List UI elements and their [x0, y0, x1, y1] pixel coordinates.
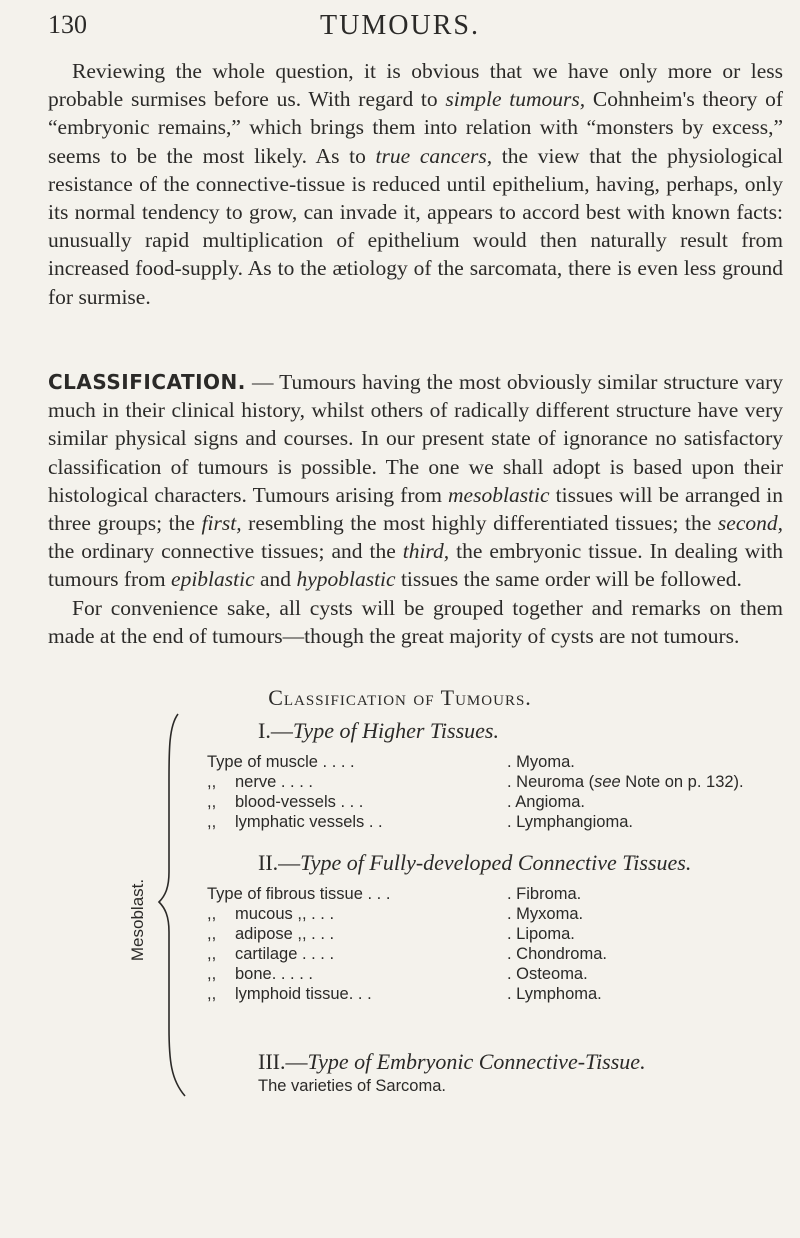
tumour-label: . Chondroma. — [507, 945, 607, 963]
sarcoma-line: The varieties of Sarcoma. — [258, 1077, 446, 1095]
group-2-title: Type of Fully-developed Connective Tissues. — [300, 850, 692, 875]
tumour-name — [507, 924, 575, 944]
tumour-label: . Neuroma ( — [507, 773, 595, 791]
table-row — [207, 792, 797, 812]
tissue-name: mucous ,, — [235, 905, 307, 923]
p2-text-11: and — [254, 567, 297, 592]
ditto-mark: ,, — [207, 793, 217, 811]
p2-text-9: the embryonic tissue. In dealing with tumours from — [48, 539, 783, 592]
leader-dots: . . — [353, 985, 372, 1003]
tumour-label: . Lipoma. — [507, 925, 575, 943]
table-row — [207, 944, 797, 964]
p2-italic-12: hypoblastic — [296, 567, 396, 592]
ditto-mark: ,, — [207, 773, 217, 791]
ditto-mark: ,, — [207, 985, 217, 1003]
p2-italic-2: mesoblastic — [448, 482, 550, 507]
paragraph-reviewing — [48, 57, 783, 311]
tissue-type — [207, 812, 383, 832]
table-row — [207, 812, 797, 832]
page-header — [0, 10, 800, 54]
mesoblast-label-text: Mesoblast. — [128, 878, 147, 962]
leader-dots: . . . . — [276, 773, 313, 791]
p2-text-1: — Tumours having the most obviously similar structure vary much in their clinical history, whilst others of radically different structure have very similar physical signs and courses. In our present state of ignorance no satisfactory classification of tumours is possible. The one we shall adopt is based upon their histological characters. Tumours arising from — [48, 370, 783, 507]
ditto-mark: ,, — [207, 905, 217, 923]
tissue-type — [207, 772, 313, 792]
tissue-type — [207, 964, 313, 984]
tumour-name — [507, 884, 581, 904]
ditto-mark: ,, — [207, 945, 217, 963]
table-row — [207, 752, 797, 772]
p2-text-3: tissues will be arranged in three groups; the — [48, 482, 783, 536]
tissue-type — [207, 944, 334, 964]
tumour-label: . Lymphangioma. — [507, 813, 633, 831]
tumour-label: . Fibroma. — [507, 885, 582, 903]
group-1-heading — [258, 718, 499, 744]
p2-italic-6: second, — [717, 511, 783, 536]
group-3-heading — [258, 1049, 646, 1075]
table-row — [207, 904, 797, 924]
p2-text-7: the ordinary connective tissues; and the — [48, 539, 403, 564]
page-number: 130 — [48, 10, 87, 39]
group-3-title: Type of Embryonic Connective-Tissue. — [307, 1049, 646, 1074]
running-title: TUMOURS. — [320, 10, 480, 41]
leader-dots: . . . — [362, 885, 391, 903]
p1-italic-1: simple tumours, — [445, 87, 586, 112]
tumour-label: . Myoma. — [507, 753, 575, 771]
ditto-mark: ,, — [207, 813, 217, 831]
paragraph-2-text — [48, 368, 783, 594]
group-2-rows — [207, 884, 797, 1004]
tumour-name — [507, 752, 575, 772]
table-row — [207, 772, 797, 792]
tumour-label: . Myxoma. — [507, 905, 584, 923]
ditto-mark: ,, — [207, 925, 217, 943]
tumour-label: . Osteoma. — [507, 965, 588, 983]
tissue-name: lymphatic vessels — [235, 813, 365, 831]
leader-dots: . . — [364, 813, 383, 831]
p1-italic-3: true cancers, — [375, 143, 493, 168]
tissue-name: bone — [235, 965, 272, 983]
leader-dots: . . . . — [297, 945, 335, 963]
tumour-label: . Lymphoma. — [507, 985, 602, 1003]
tumour-name — [507, 964, 588, 984]
leader-dots: . . . — [306, 925, 335, 943]
p1-text-2: Cohnheim's theory of “embryonic remains,” which brings them into relation with “monsters by excess,” seems to be the most likely. As to — [48, 87, 784, 168]
tissue-name: cartilage — [235, 945, 298, 963]
table-title: Classification of Tumours. — [268, 685, 532, 710]
group-1-rows — [207, 752, 797, 832]
tissue-type — [207, 884, 390, 904]
tumour-name — [507, 904, 583, 924]
tumour-name — [507, 984, 602, 1004]
tissue-type — [207, 984, 372, 1004]
group-2-heading — [258, 850, 691, 876]
leader-dots: . . . — [306, 905, 335, 923]
group-1-title: Type of Higher Tissues. — [292, 718, 499, 743]
p2-italic-8: third, — [402, 539, 450, 564]
tumour-name — [507, 812, 633, 832]
classification-heading: CLASSIFICATION. — [48, 370, 246, 394]
mesoblast-side-label — [129, 860, 147, 980]
table-row — [207, 964, 797, 984]
p2-text-13: tissues the same order will be followed. — [395, 567, 742, 592]
tissue-name: blood-vessels — [235, 793, 336, 811]
leader-dots: . . . . . — [271, 965, 313, 983]
tumour-name — [507, 772, 744, 792]
tissue-type — [207, 752, 355, 772]
tumour-name — [507, 944, 607, 964]
group-3-numeral: III.— — [258, 1049, 308, 1074]
tissue-type — [207, 792, 363, 812]
p2-text-5: resembling the most highly differentiated tissues; the — [241, 511, 718, 536]
ditto-mark: ,, — [207, 965, 217, 983]
tissue-name: adipose ,, — [235, 925, 307, 943]
tissue-name: lymphoid tissue. — [235, 985, 354, 1003]
table-row — [207, 984, 797, 1004]
paragraph-1-text — [48, 57, 783, 311]
p2-italic-4: first, — [201, 511, 242, 536]
p2-italic-10: epiblastic — [171, 567, 255, 592]
tumour-label: . Angioma. — [507, 793, 585, 811]
note-see: see — [594, 773, 621, 791]
tissue-name: nerve — [235, 773, 277, 791]
tissue-type — [207, 924, 334, 944]
paragraph-3-text — [48, 594, 783, 650]
leader-dots: . . . — [335, 793, 364, 811]
leader-dots: . . . . — [317, 753, 355, 771]
group-1-numeral: I.— — [258, 718, 293, 743]
tissue-type — [207, 904, 334, 924]
p1-text-4: the view that the physiological resistance of the connective-tissue is reduced until epithelium, having, perhaps, only its normal tendency to grow, can invade it, appears to accord best with known facts: unusually rapid multiplication of epithelium would then naturally result from increased food-supply. As to the ætiology of the sarcomata, there is even less ground for surmise. — [48, 143, 783, 309]
tumour-name — [507, 792, 585, 812]
note-reference: Note on p. 132). — [620, 773, 744, 791]
group-2-numeral: II.— — [258, 850, 301, 875]
p3-text-0: For convenience sake, all cysts will be grouped together and remarks on them made at the end of tumours—though the great majority of cysts are not tumours. — [48, 595, 783, 648]
table-row — [207, 884, 797, 904]
tissue-name: Type of muscle — [207, 753, 318, 771]
tissue-name: Type of fibrous tissue — [207, 885, 363, 903]
paragraph-classification — [48, 368, 783, 650]
p1-text-0: Reviewing the whole question, it is obvious that we have only more or less probable surmises before us. With regard to — [48, 59, 783, 112]
table-row — [207, 924, 797, 944]
left-brace-icon — [145, 710, 195, 1100]
